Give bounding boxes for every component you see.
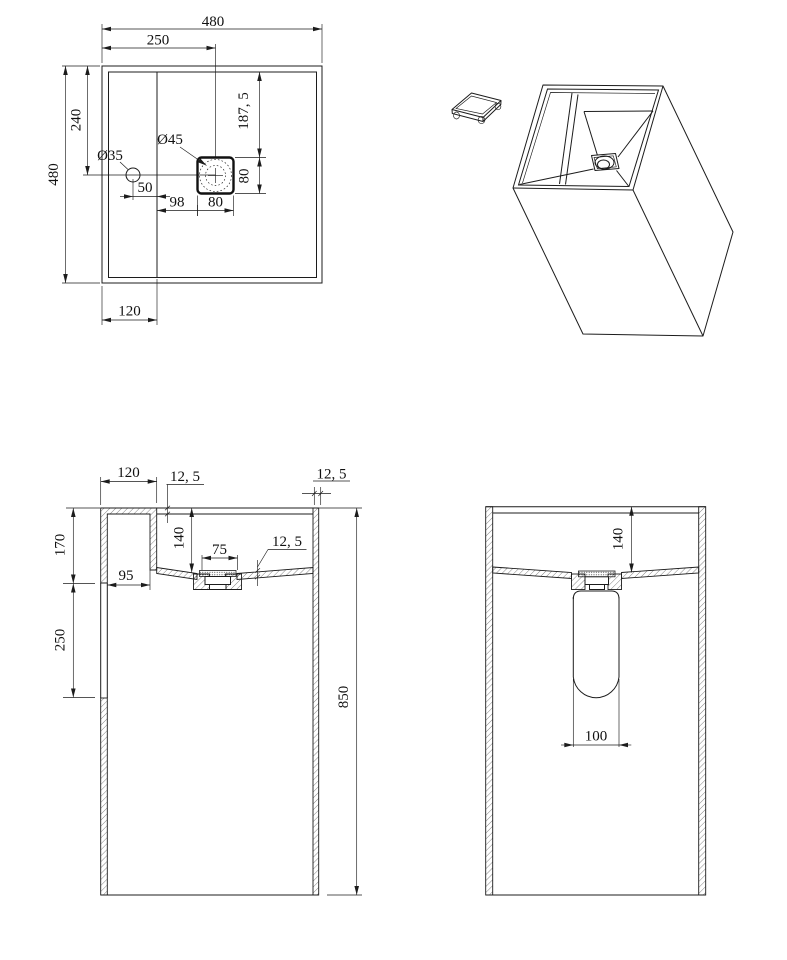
dim-plan-width: 480 (201, 14, 225, 30)
dim-plan-hole-offset: 50 (137, 180, 153, 196)
dim-plan-drain-x: 250 (146, 32, 170, 49)
iso-view (452, 85, 733, 336)
side-structure (486, 507, 706, 895)
dim-plan-center-y: 240 (68, 108, 85, 132)
dim-plan-seg-98: 98 (169, 194, 185, 211)
plan-view (46, 14, 322, 325)
dim-front-depth: 140 (171, 526, 188, 550)
dim-front-ledge: 120 (117, 465, 140, 481)
dim-plan-ledge: 120 (118, 303, 141, 320)
front-structure (101, 508, 319, 895)
dim-plan-height: 480 (46, 163, 62, 186)
dim-front-drain-opening: 75 (212, 542, 227, 558)
dim-front-wall-thickness: 12, 5 (316, 466, 347, 483)
side-drain-assembly (572, 571, 622, 590)
dim-plan-drain-top: 187, 5 (236, 92, 252, 130)
dim-plan-drain-h: 80 (236, 168, 253, 184)
iso-drain (592, 154, 620, 171)
label-drain-dia: Ø45 (157, 132, 183, 148)
plan-dimensions (46, 14, 322, 325)
side-drain-pipe (573, 591, 619, 698)
iso-pedestal-body (513, 85, 733, 336)
side-dimensions (561, 507, 632, 747)
side-section-view (486, 507, 706, 895)
front-drain-assembly (194, 571, 242, 590)
dim-front-compartment: 95 (118, 568, 134, 584)
label-faucet-hole-dia: Ø35 (97, 148, 123, 164)
dim-front-total-height: 850 (336, 685, 352, 709)
dim-front-upper: 170 (52, 533, 69, 557)
dim-front-slot: 250 (52, 628, 69, 652)
dim-front-floor-thickness: 12, 5 (272, 534, 302, 550)
dim-side-pipe: 100 (584, 728, 608, 745)
front-section-view (53, 465, 363, 895)
dim-plan-seg-80: 80 (208, 194, 223, 211)
dim-front-rim-thickness: 12, 5 (170, 469, 200, 485)
iso-drain-cover (452, 93, 501, 124)
dim-side-depth: 140 (610, 527, 627, 551)
